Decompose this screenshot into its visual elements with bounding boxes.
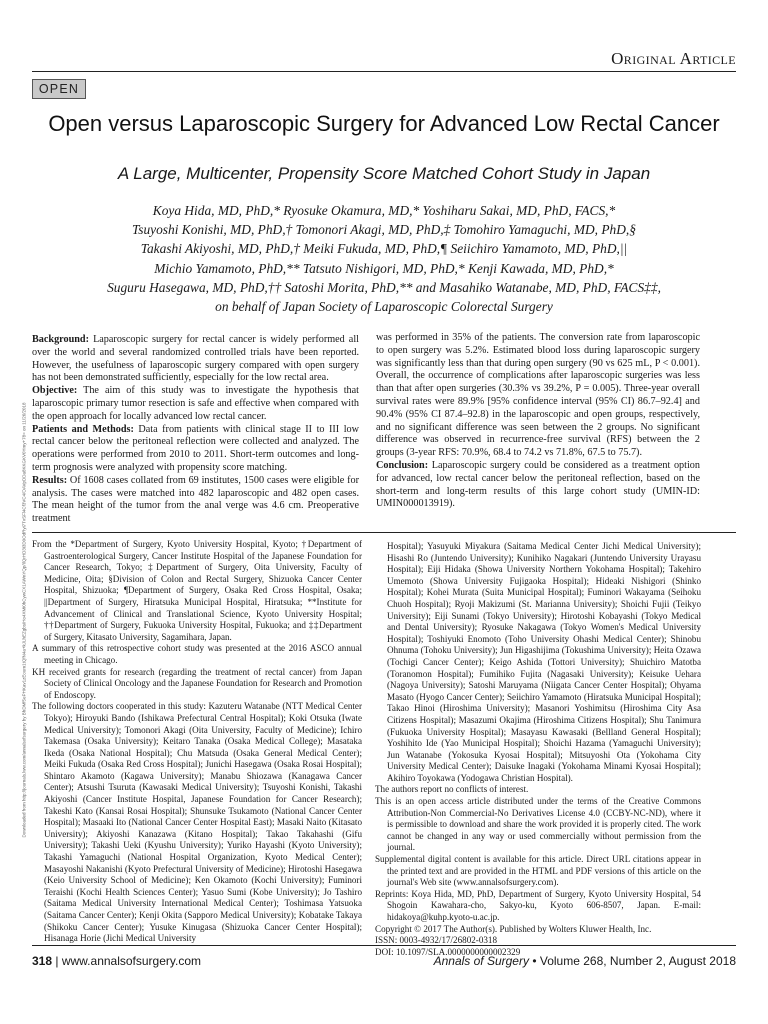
- footnotes-right-column: [375, 541, 701, 958]
- footnote-doi: DOI: 10.1097/SLA.0000000000002329: [375, 946, 521, 957]
- abstract-divider: [32, 532, 736, 533]
- header-rule: [32, 71, 736, 72]
- abstract-right-column: [376, 332, 700, 511]
- abstract-results: Results: Of 1608 cases collated from 69 institutes, 1500 cases were eligible for analysis. The cases were matched into 482 laparoscopic and 482 open cases. The mean height of the tumor from the anal verge was 4.6 cm. Preoperative treatment: [32, 474, 359, 525]
- author-group-line: on behalf of Japan Society of Laparoscopic Colorectal Surgery: [215, 299, 553, 315]
- author-line: Suguru Hasegawa, MD, PhD,†† Satoshi Morita, PhD,** and Masahiko Watanabe, MD, PhD, FACS‡‡,: [107, 279, 661, 295]
- journal-name: Annals of Surgery: [433, 954, 529, 968]
- open-access-badge: OPEN: [32, 79, 86, 99]
- footnote-license: This is an open access article distributed under the terms of the Creative Commons Attribution-Non Commercial-No Derivatives License 4.0 (CCBY-NC-ND), where it is permissible to download and share the work provided it is properly cited. The work cannot be changed in any way or used commercially without permission from the journal.: [375, 796, 701, 853]
- page-footer-right: [434, 954, 736, 968]
- journal-issue: • Volume 268, Number 2, August 2018: [532, 954, 736, 968]
- footnotes-left-column: [32, 539, 362, 945]
- download-sidebar: [18, 300, 30, 940]
- page-footer-left: [32, 954, 201, 968]
- journal-website: www.annalsofsurgery.com: [61, 954, 202, 968]
- footnote-reprints: Reprints: Koya Hida, MD, PhD, Department of Surgery, Kyoto University Hospital, 54 Shogoin Kawahara-cho, Sakyo-ku, Kyoto 606-8507, Japan. E-mail: hidakoya@kuhp.kyoto-u.ac.jp.: [375, 888, 701, 922]
- footnote-issn: ISSN: 0003-4932/17/26802-0318: [375, 935, 498, 946]
- footnote-conflicts: The authors report no conflicts of interest.: [375, 784, 529, 795]
- abstract-objective: Objective: The aim of this study was to investigate the hypothesis that laparoscopic primary tumor resection is safe and effective when compared with the open approach for locally advanced low rectal cancer.: [32, 385, 359, 422]
- footer-separator: |: [55, 954, 59, 968]
- author-line: Michio Yamamoto, PhD,** Tatsuto Nishigori, MD, PhD,* Kenji Kawada, MD, PhD,*: [154, 260, 614, 276]
- page-number: 318: [32, 954, 53, 968]
- author-line: Koya Hida, MD, PhD,* Ryosuke Okamura, MD,* Yoshiharu Sakai, MD, PhD, FACS,*: [152, 203, 616, 218]
- footer-rule: [32, 945, 736, 946]
- author-line: Tsuyoshi Konishi, MD, PhD,† Tomonori Akagi, MD, PhD,‡ Tomohiro Yamaguchi, MD, PhD,§: [132, 222, 636, 238]
- section-label: Original Article: [611, 49, 736, 68]
- abstract-results-continued: was performed in 35% of the patients. The conversion rate from laparoscopic to open surgery was 5.2%. Estimated blood loss during laparoscopic surgery was significantly less than that during open surgery (90 vs 625 mL, P < 0.001). Overall, the occurrence of complications after laparoscopic surgeries was less than that after open surgeries (30.3% vs 39.2%, P = 0.005). Three-year overall survival rates were 89.9% [95% confidence interval (95% CI) 86.7–92.4] and 90.4% (95% CI 87.4–92.8) in the laparoscopic and open groups, respectively, and no significant difference was seen between the 2 groups. No significant difference was observed in recurrence-free survival (RFS) between the 2 groups (3-year RFS: 70.9%, 68.4 to 74.2 vs 71.8%, 67.5 to 75.7).: [376, 332, 700, 459]
- article-title: Open versus Laparoscopic Surgery for Advanced Low Rectal Cancer: [48, 111, 720, 136]
- footnote-funding: KH received grants for research (regarding the treatment of rectal cancer) from Japan Society of Clinical Oncology and the Japanese Foundation for Research and Promotion of Endoscopy.: [32, 666, 362, 700]
- abstract-background: Background: Laparoscopic surgery for rectal cancer is widely performed all over the world and several randomized controlled trials have been reported. However, the usefulness of laparoscopic surgery compared with open surgery has not been demonstrated sufficiently, especially for the low rectal area.: [32, 334, 359, 384]
- footnote-presentation: A summary of this retrospective cohort study was presented at the 2016 ASCO annual meeting in Chicago.: [32, 643, 362, 665]
- author-line: Takashi Akiyoshi, MD, PhD,† Meiki Fukuda, MD, PhD,¶ Seiichiro Yamamoto, MD, PhD,||: [140, 241, 628, 257]
- abstract-left-column: [32, 334, 359, 526]
- footnote-cooperators-continued: Hospital); Yasuyuki Miyakura (Saitama Medical Center Jichi Medical University); Hisashi Ro (Juntendo University); Kunihiko Nagakari (Juntendo University Urayasu Hospital); Eiji Hidaka (Showa University Northern Yokohama Hospital); Takehiro Umemoto (Showa University Fujigaoka Hospital); Hideaki Nishigori (Shinko Hospital); Kohei Murata (Suita Municipal Hospital); Fuminori Wakayama (Seihoku Chuoh Hospital); Ryoji Makizumi (St. Marianna University); Shoichi Fujii (Teikyo University); Eiji Sunami (Tokyo University); Hirotoshi Kobayashi (Tokyo Medical and Dental University); Ryosuke Nakagawa (Tokyo Women's Medical University Hospital); Toshiyuki Enomoto (Toho University Ohashi Medical Center); Shinobu Ohnuma (Tohoku University); Jun Higashijima (Tokushima University); Heita Ozawa (Tochigi Cancer Center); Keigo Ashida (Tottori University); Shuichiro Matotba (Toranomon Hospital); Fumihiko Fujita (Nagasaki University); Keisuke Uehara (Nagoya University); Satoshi Maruyama (Niigata Cancer Center Hospital); Ohyama Masato (Hyogo Cancer Center); Seiichiro Yamamoto (Hiratsuka Municipal Hospital); Takao Hinoi (Hiroshima University); Masanori Yoshimitsu (Hiroshima City Asa Citizens Hospital); Masazumi Okajima (Hiroshima Citizens Hospital); Shu Tanimura (Fukuoka University Hospital); Masayasu Kawasaki (Bellland General Hospital); Yoshihito Ide (Yao Municipal Hospital); Shoichi Hazama (Yamaguchi University); Jun Watanabe (Yokosuka Kyosai Hospital); Mitsuyoshi Ota (Yokohama City University Medical Center); Daisuke Inagaki (Yokohama Minami Kyosai Hospital); Akihiro Toyokawa (Yodogawa Christian Hospital).: [387, 541, 701, 783]
- footnote-supplemental: Supplemental digital content is available for this article. Direct URL citations appear in the printed text and are provided in the HTML and PDF versions of this article on the journal's Web site (www.annalsofsurgery.com).: [375, 854, 701, 888]
- author-list: [30, 201, 738, 316]
- abstract-methods: Patients and Methods: Data from patients with clinical stage II to III low rectal cancer below the peritoneal reflection were collected and analyzed. The operations were performed from 2010 to 2011. Short-term outcomes and long-term prognosis were analyzed with propensity score matching.: [32, 423, 360, 473]
- abstract-conclusion: Conclusion: Laparoscopic surgery could be considered as a treatment option for advanced, low rectal cancer below the peritoneal reflection, based on the short-term and long-term results of this large cohort study (UMIN-ID: UMIN000013919).: [376, 459, 700, 510]
- footnote-copyright: Copyright © 2017 The Author(s). Published by Wolters Kluwer Health, Inc.: [375, 923, 652, 934]
- footnote-cooperators: The following doctors cooperated in this study: Kazuteru Watanabe (NTT Medical Center Tokyo); Hiroyuki Bando (Ishikawa Prefectural Central Hospital); Koki Otsuka (Iwate Medical University); Tomonori Akagi (Oita University, Faculty of Medicine); Ichiro Takemasa (Osaka University); Keitaro Tanaka (Osaka Medical College); Masataka Ikeda (Osaka National Hospital); Chu Matsuda (Osaka General Medical Center); Meiki Fukuda (Osaka Red Cross Hospital); Junichi Hasegawa (Osaka Rosai Hospital); Shintaro Akamoto (Kagawa University); Manabu Shiozawa (Kanagawa Cancer Center); Atsushi Tsuruta (Kawasaki Medical University); Tsuyoshi Konishi, Takashi Akiyoshi (Cancer Institute Hospital, Japanese Foundation for Cancer Research); Takeshi Kato (Kansai Rosai Hospital); Shunsuke Tsukamoto (National Cancer Center Hospital); Masaaki Ito (National Cancer Center Hospital East); Masaki Naito (Kitasato University); Akiyoshi Kanazawa (Kitano Hospital); Takao Takahashi (Gifu University); Takashi Ueki (Kyushu University); Yuriko Hayashi (Kyoto University); Takashi Yamaguchi (National Hospital Organization, Kyoto Medical Center); Masayoshi Nakanishi (Kyoto Prefectural University of Medicine); Hirotoshi Hasegawa (Keio University School of Medicine); Ken Okamoto (Kochi University); Fuminori Teraishi (Kochi Health Sciences Center); Yasuo Sumi (Kobe University); Jo Tashiro (Saitama Medical University International Medical Center); Toshimasa Yatsuoka (Saitama Cancer Center); Kenji Okita (Sapporo Medical University); Kobatake Takaya (Shikoku Cancer Center); Yusuke Kinugasa (Shizuoka Cancer Center Hospital); Hisanaga Horie (Jichi Medical University: [32, 701, 362, 944]
- footnote-affiliations: From the *Department of Surgery, Kyoto University Hospital, Kyoto; †Department of Gastroenterological Surgery, Cancer Institute Hospital of the Japanese Foundation for Cancer Research, Tokyo; ‡Department of Surgery, Oita University, Faculty of Medicine, Oita; §Division of Colon and Rectal Surgery, Shizuoka Cancer Center Hospital, Shizuoka; ¶Department of Surgery, Osaka Red Cross Hospital, Osaka; ||Department of Surgery, Hiratsuka Municipal Hospital, Hiratsuka; **Institute for Advancement of Clinical and Translational Science, Kyoto University Hospital; ††Department of Surgery, Fukuoka University Hospital, Fukuoka; and ‡‡Department of Surgery, Kitasato University, Sagamihara, Japan.: [32, 539, 362, 642]
- download-notice: Downloaded from http://journals.lww.com/annalsofsurgery by BhDMf5ePHKav1zEoum1tQfN4a+kJLhEZgbsIHo4XMi0hCywCX1AWnYQp/IlQrHD3i3D0OdRyi7TvSFl4Cf3VC4/OAVpDDa8KKGKV0Ymy+78= on 11/26/2018: [21, 402, 27, 838]
- article-subtitle: A Large, Multicenter, Propensity Score Matched Cohort Study in Japan: [117, 164, 651, 183]
